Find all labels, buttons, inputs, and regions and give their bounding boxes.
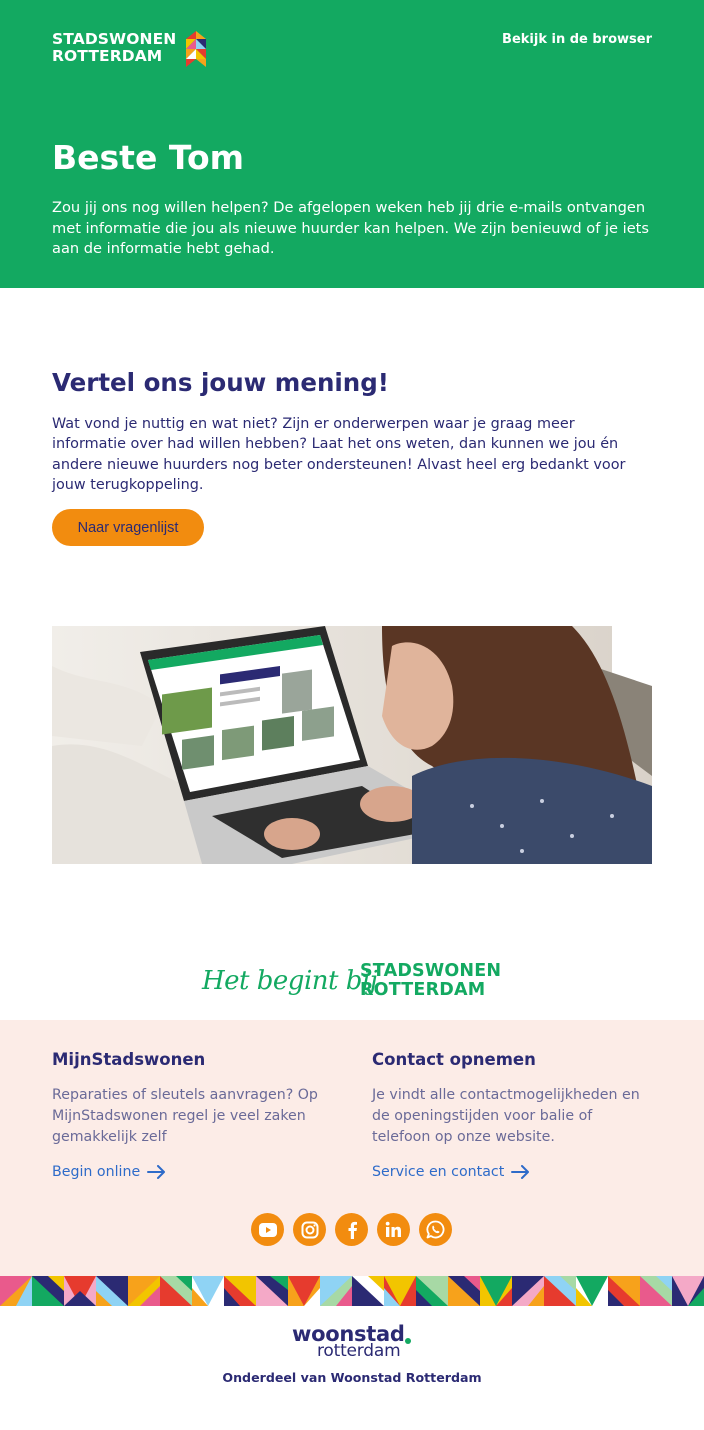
footer-column-title: MijnStadswonen: [52, 1050, 206, 1069]
footer-column-mijnstadswonen: [52, 1050, 332, 1148]
tagline-logo: [360, 962, 501, 1000]
brand-tagline: [202, 962, 502, 1002]
house-mark-icon: [182, 31, 210, 67]
service-contact-link[interactable]: [372, 1164, 531, 1180]
youtube-icon[interactable]: [251, 1213, 284, 1246]
survey-text: Wat vond je nuttig en wat niet? Zijn er onderwerpen waar je graag meer informatie over had willen hebben? Laat het ons weten, dan kunnen we jou én andere nieuwe huurders nog beter ondersteunen! Alvast heel erg bedankt voor jouw terugkoppeling.: [52, 416, 626, 494]
service-contact-label: Service en contact: [372, 1164, 505, 1180]
tagline-logo-line-1: STADSWONEN: [360, 961, 502, 981]
linkedin-icon[interactable]: [377, 1213, 410, 1246]
logo-line-1: STADSWONEN: [52, 30, 177, 48]
instagram-icon[interactable]: [293, 1213, 326, 1246]
decorative-pattern-band: [0, 1276, 704, 1306]
tagline-logo-line-2: ROTTERDAM: [360, 980, 486, 1000]
footer: [0, 1020, 704, 1276]
intro-text: Zou jij ons nog willen helpen? De afgelopen weken heb jij drie e-mails ontvangen met informatie die jou als nieuwe huurder kan helpen. We zijn benieuwd of je iets aan de informatie hebt gehad.: [52, 199, 650, 257]
woonstad-logo-top: woonstad: [292, 1322, 405, 1346]
woonstad-logo[interactable]: [292, 1322, 422, 1362]
view-in-browser-link[interactable]: Bekijk in de browser: [502, 32, 652, 47]
woonstad-logo-bottom: rotterdam: [317, 1341, 401, 1361]
greeting-heading: Beste Tom: [52, 138, 245, 177]
arrow-right-icon: [511, 1165, 531, 1179]
logo-wordmark: [52, 31, 176, 65]
social-links: [251, 1213, 452, 1247]
footer-column-contact: [372, 1050, 652, 1148]
footer-column-title: Contact opnemen: [372, 1050, 536, 1069]
facebook-icon[interactable]: [335, 1213, 368, 1246]
subsidiary-text: Onderdeel van Woonstad Rotterdam: [222, 1370, 482, 1385]
stadswonen-logo[interactable]: [52, 31, 212, 69]
begin-online-label: Begin online: [52, 1164, 141, 1180]
survey-button[interactable]: Naar vragenlijst: [52, 509, 204, 546]
whatsapp-icon[interactable]: [419, 1213, 452, 1246]
email-header: [0, 0, 704, 288]
footer-column-text: Je vindt alle contactmogelijkheden en de openingstijden voor balie of telefoon op onze website.: [372, 1087, 640, 1145]
tagline-text: Het begint bij: [202, 966, 378, 996]
survey-heading: Vertel ons jouw mening!: [52, 368, 389, 397]
arrow-right-icon: [147, 1165, 167, 1179]
logo-line-2: ROTTERDAM: [52, 47, 163, 65]
footer-column-text: Reparaties of sleutels aanvragen? Op MijnStadswonen regel je veel zaken gemakkelijk zelf: [52, 1087, 318, 1145]
woonstad-logo-dot: [405, 1338, 411, 1344]
laptop-photo: [52, 626, 652, 864]
begin-online-link[interactable]: [52, 1164, 167, 1180]
